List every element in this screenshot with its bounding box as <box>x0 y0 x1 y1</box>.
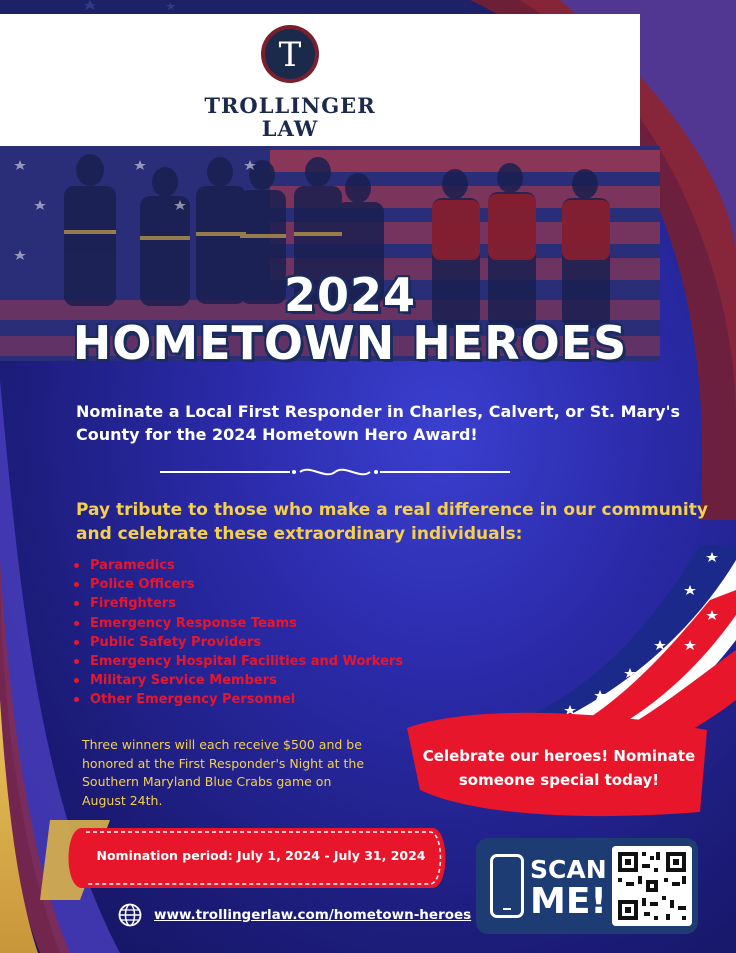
intro-text: Nominate a Local First Responder in Charles, Calvert, or St. Mary's County for the 2024 Hometown Hero Award! <box>76 402 681 444</box>
svg-text:T: T <box>278 35 302 75</box>
list-item: Public Safety Providers <box>72 633 403 652</box>
list-item: Emergency Hospital Facilities and Workers <box>72 652 403 671</box>
title-year: 2024 <box>283 268 417 322</box>
list-item: Police Officers <box>72 575 403 594</box>
logo-t-icon <box>260 24 320 84</box>
winners-text: Three winners will each receive $500 and be honored at the First Responder's Night at the Southern Maryland Blue Crabs game on August 24th. <box>82 737 365 808</box>
list-item: Firefighters <box>72 594 403 613</box>
brand-logo <box>200 24 380 140</box>
phone-icon <box>490 854 524 918</box>
tribute-text: Pay tribute to those who make a real difference in our community and celebrate these extraordinary individuals: <box>76 500 708 544</box>
ornament-divider-icon <box>160 462 510 482</box>
roles-list <box>72 556 403 710</box>
nomination-period: Nomination period: July 1, 2024 - July 31, 2024 <box>96 848 426 863</box>
title-block <box>0 268 700 370</box>
scan-me-label: SCAN ME! <box>530 855 607 922</box>
globe-icon <box>118 903 142 927</box>
list-item: Other Emergency Personnel <box>72 690 403 709</box>
website-row[interactable] <box>118 903 471 927</box>
qr-code-icon[interactable] <box>612 846 692 926</box>
website-link[interactable]: www.trollingerlaw.com/hometown-heroes <box>154 907 472 923</box>
title-main: HOMETOWN HEROES <box>72 316 628 370</box>
list-item: Military Service Members <box>72 671 403 690</box>
list-item: Emergency Response Teams <box>72 614 403 633</box>
cta-text: Celebrate our heroes! Nominate someone special today! <box>422 747 696 789</box>
list-item: Paramedics <box>72 556 403 575</box>
brand-name: TROLLINGER LAW <box>204 93 376 141</box>
